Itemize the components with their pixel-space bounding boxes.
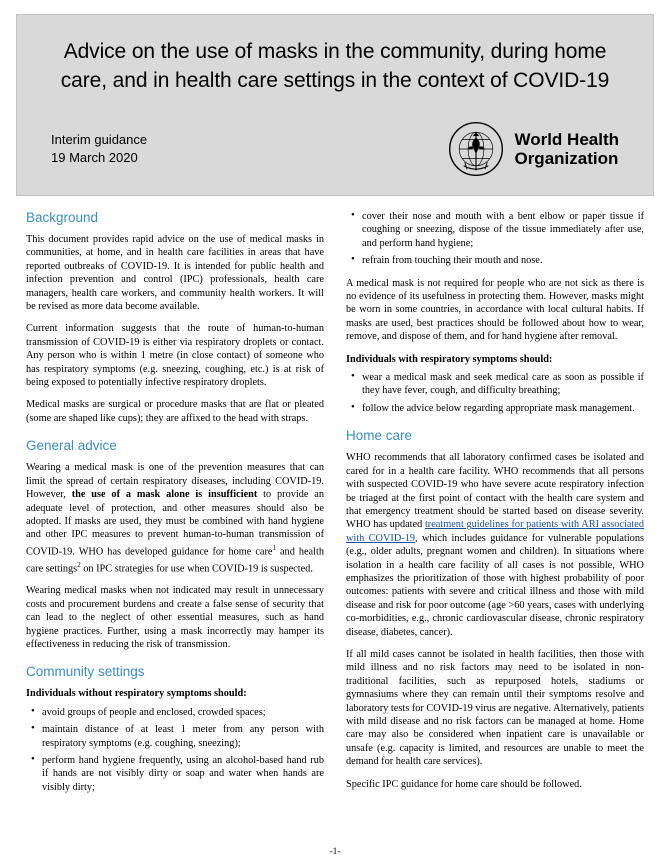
who-emblem-icon: [448, 121, 504, 177]
general-p1-part-d: on IPC strategies for use when COVID-19 is suspected.: [80, 562, 313, 574]
background-paragraph-3: Medical masks are surgical or procedure masks that are flat or pleated (some are shaped like cups); they are affixed to the head with straps.: [26, 399, 324, 424]
interim-guidance-block: [51, 131, 147, 167]
symptoms-bullet-list: [346, 371, 644, 415]
symptoms-lead-text: Individuals with respiratory symptoms should:: [346, 353, 553, 365]
mask-not-required-paragraph: A medical mask is not required for people who are not sick as there is no evidence of its usefulness in protecting them. However, masks might be worn in some countries, in accordance with local cultural habits. If masks are used, best practices should be followed about how to wear, remove, and dispose of them, and for hand hygiene after removal.: [346, 277, 644, 343]
list-item: • cover their nose and mouth with a bent elbow or paper tissue if coughing or sneezing, dispose of the tissue immediately after use, and perform hand hygiene;: [362, 210, 644, 250]
list-item: • avoid groups of people and enclosed, crowded spaces;: [42, 706, 324, 719]
page-title: Advice on the use of masks in the community, during home care, and in health care settings in the context of COVID-19: [60, 40, 610, 92]
background-paragraph-2: Current information suggests that the route of human-to-human transmission of COVID-19 is either via respiratory droplets or contact. Any person who is within 1 metre (in close contact) of someone who has respiratory symptoms (e.g. sneezing, coughing, etc.) is at risk of being exposed to potentially infective respiratory droplets.: [26, 323, 324, 389]
home-care-paragraph-1: [346, 451, 644, 639]
general-p1-part-b: to provide an adequate level of protection, and other measures should also be adopted. If masks are used, they must be combined with hand hygiene and other IPC measures to prevent human-to-human transmission of COVID-19. WHO has developed guidance for home care: [26, 489, 324, 558]
general-p1-part-a: Wearing a medical mask is one of the prevention measures that can limit the spread of certain respiratory diseases, including COVID-19. However,: [26, 462, 324, 501]
community-lead-text: Individuals without respiratory symptoms should:: [26, 688, 247, 700]
home-care-paragraph-2: If all mild cases cannot be isolated in health facilities, then those with mild illness and no risk factors may need to be isolated in non-traditional facilities, such as repurposed hotels, stadiums or gymnasiums where they can remain until their symptoms resolve and laboratory tests for COVID-19 virus are negative. Alternatively, patients with mild disease and no risk factors can be managed at home. Home care may also be considered when inpatient care is unavailable or unsafe (e.g. capacity is limited, and resources are unable to meet the demand for health care services).: [346, 648, 644, 768]
who-logo-block: [448, 121, 619, 177]
list-item: • maintain distance of at least 1 meter from any person with respiratory symptoms (e.g. coughing, sneezing);: [42, 723, 324, 750]
who-org-name: [514, 130, 619, 168]
who-org-line1: World Health: [514, 130, 619, 149]
list-item: • refrain from touching their mouth and nose.: [362, 254, 644, 267]
who-org-line2: Organization: [514, 149, 619, 168]
header-bottom-row: [51, 121, 619, 177]
list-item: • follow the advice below regarding appropriate mask management.: [362, 402, 644, 415]
footnote-ref-2: 2: [77, 560, 81, 569]
home-p1-part-b: , which includes guidance for vulnerable populations (e.g., older adults, pregnant women and children). In situations where isolation in a health care facility of all cases is not possible, WHO emphasizes the prioritization of those with highest probability of poor outcomes: patients with severe and critical illness and those with mild disease and risk for poor outcome (age >60 years, cases with underlying co-morbidities, e.g., chronic cardiovascular disease, chronic respiratory disease, diabetes, cancer).: [346, 532, 644, 638]
section-heading-community-settings: Community settings: [26, 664, 145, 680]
home-p1-part-a: WHO recommends that all laboratory confirmed cases be isolated and cared for in a health care facility. WHO recommends that all persons with suspected COVID-19 who have severe acute respiratory infection be triaged at the first point of contact with the health care system and that emergency treatment should be started based on disease severity. WHO has updated: [346, 452, 644, 531]
right-column: [346, 210, 644, 803]
left-column: [26, 210, 324, 803]
body-columns: [16, 210, 654, 803]
community-bullet-list-continued: [346, 210, 644, 268]
publication-date: 19 March 2020: [51, 150, 138, 165]
interim-guidance-label: Interim guidance: [51, 132, 148, 147]
section-heading-home-care: Home care: [346, 428, 413, 444]
general-p1-part-c: and health care settings: [26, 546, 324, 574]
document-header-band: [16, 14, 654, 196]
list-item: • wear a medical mask and seek medical care as soon as possible if they have fever, cough, and difficulty breathing;: [362, 371, 644, 398]
community-bullet-list: [26, 706, 324, 794]
section-heading-general-advice: General advice: [26, 438, 117, 454]
list-item: • perform hand hygiene frequently, using an alcohol-based hand rub if hands are not visibly dirty or soap and water when hands are visibly dirty;: [42, 754, 324, 794]
section-heading-background: Background: [26, 210, 99, 225]
background-paragraph-1: This document provides rapid advice on the use of medical masks in communities, at home, and in health care facilities in areas that have reported outbreaks of COVID-19. It is intended for public health and infection prevention and control (IPC) professionals, health care managers, health care workers, and community health workers. It will be revised as more data become available.: [26, 234, 324, 313]
footnote-ref-1: 1: [272, 543, 276, 552]
general-p1-emphasis: the use of a mask alone is insufficient: [71, 489, 258, 501]
home-care-paragraph-3: Specific IPC guidance for home care should be followed.: [346, 778, 582, 790]
page-number: -1-: [329, 847, 341, 857]
general-advice-paragraph-2: Wearing medical masks when not indicated may result in unnecessary costs and procurement burdens and create a false sense of security that can lead to the neglect of other essential measures, such as hand hygiene practices. Further, using a mask incorrectly may hamper its effectiveness in reducing the risk of transmission.: [26, 585, 324, 650]
general-advice-paragraph-1: [26, 461, 324, 575]
treatment-guidelines-link[interactable]: treatment guidelines for patients with ARI associated with COVID-19: [346, 519, 644, 544]
